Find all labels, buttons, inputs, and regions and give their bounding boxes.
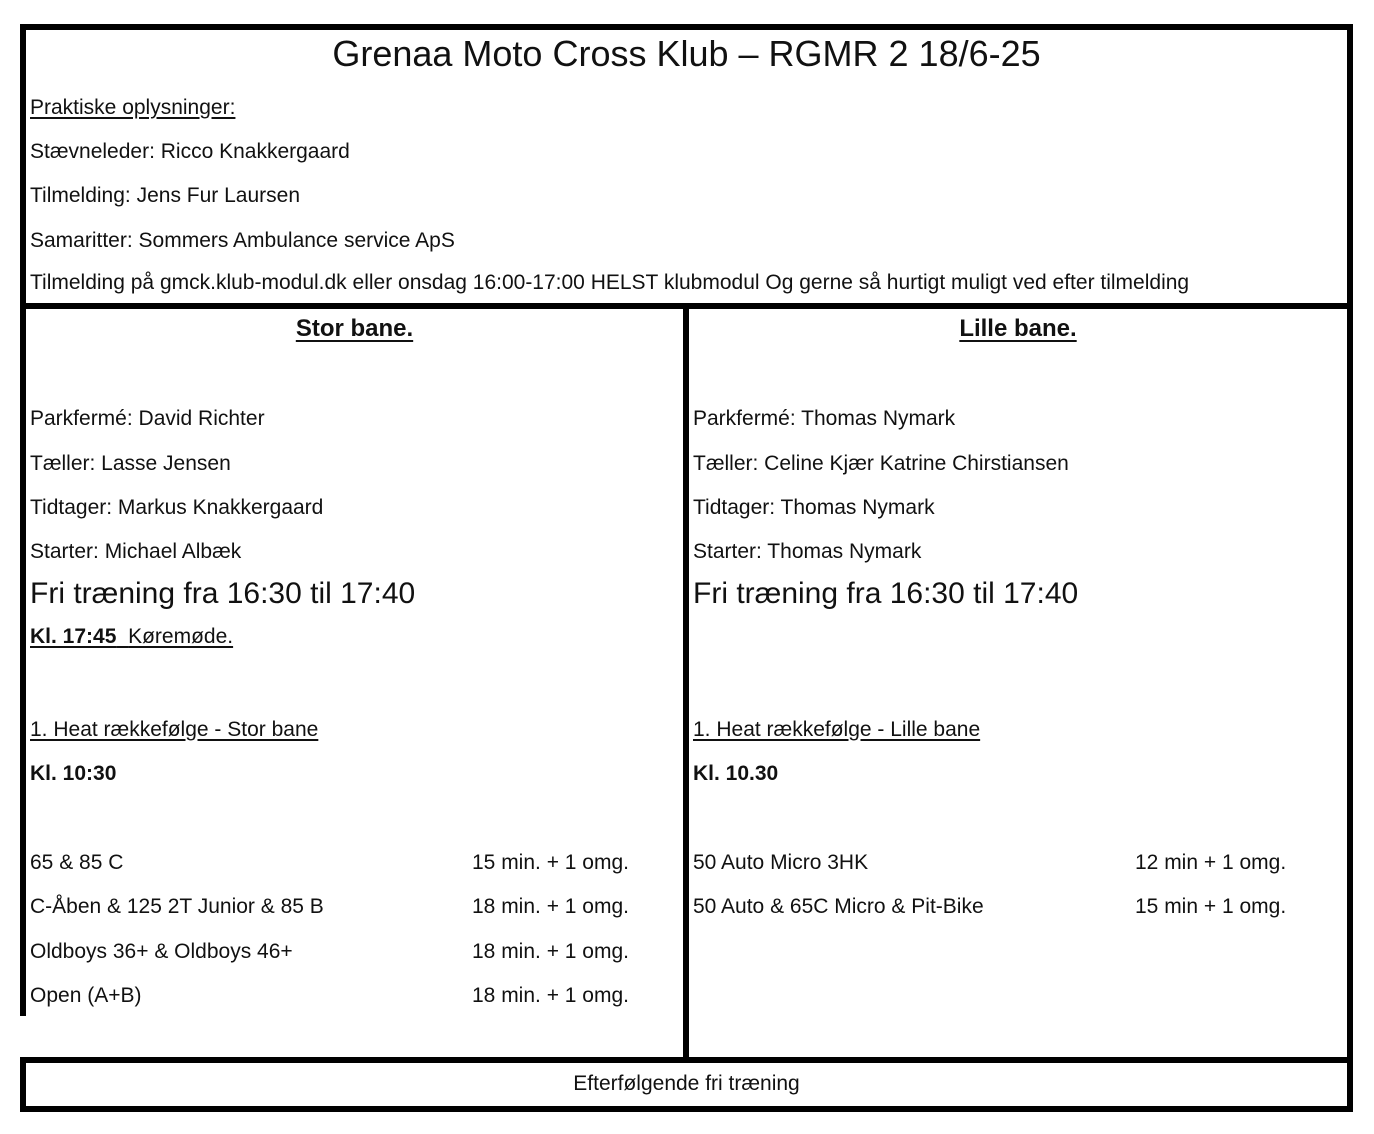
frame-top [20, 24, 1353, 30]
lille-parkferme: Parkfermé: Thomas Nymark [693, 407, 956, 430]
practical-heading: Praktiske oplysninger: [30, 96, 236, 119]
stor-heat-class: Oldboys 36+ & Oldboys 46+ [30, 940, 293, 963]
stor-heat-class: 65 & 85 C [30, 851, 124, 874]
paramedics: Samaritter: Sommers Ambulance service ApS [30, 229, 455, 252]
lille-heat-heading: 1. Heat rækkefølge - Lille bane [693, 718, 981, 741]
lille-training: Fri træning fra 16:30 til 17:40 [693, 577, 1079, 610]
stor-heat-time: Kl. 10:30 [30, 762, 117, 785]
stor-heat-class: C-Åben & 125 2T Junior & 85 B [30, 895, 324, 918]
footer-note: Efterfølgende fri træning [573, 1072, 800, 1095]
lille-heat-class: 50 Auto & 65C Micro & Pit-Bike [693, 895, 984, 918]
stor-heat-duration: 18 min. + 1 omg. [472, 940, 629, 963]
lille-heat-class: 50 Auto Micro 3HK [693, 851, 869, 874]
frame-left-top [20, 24, 26, 1016]
registration-info: Tilmelding på gmck.klub-modul.dk eller onsdag 16:00-17:00 HELST klubmodul Og gerne så hurtigt muligt ved efter tilmelding [30, 271, 1190, 294]
stor-meeting-label: Køremøde. [128, 625, 234, 648]
frame-right [1347, 24, 1353, 1112]
lille-starter: Starter: Thomas Nymark [693, 540, 922, 563]
stor-training: Fri træning fra 16:30 til 17:40 [30, 577, 416, 610]
lille-heat-duration: 12 min + 1 omg. [1135, 851, 1287, 874]
stor-heat-heading: 1. Heat rækkefølge - Stor bane [30, 718, 319, 741]
stor-starter: Starter: Michael Albæk [30, 540, 242, 563]
frame-column-divider [683, 309, 689, 1057]
lille-heat-duration: 15 min + 1 omg. [1135, 895, 1287, 918]
registration-contact: Tilmelding: Jens Fur Laursen [30, 184, 301, 207]
page-title: Grenaa Moto Cross Klub – RGMR 2 18/6-25 [332, 33, 1041, 74]
stor-meeting-time: Kl. 17:45 [30, 625, 117, 648]
stor-heat-duration: 18 min. + 1 omg. [472, 984, 629, 1007]
stor-taeller: Tæller: Lasse Jensen [30, 452, 231, 475]
lille-heat-time: Kl. 10.30 [693, 762, 779, 785]
lille-taeller: Tæller: Celine Kjær Katrine Chirstiansen [693, 452, 1069, 475]
frame-bottom [20, 1106, 1353, 1112]
stor-tidtager: Tidtager: Markus Knakkergaard [30, 496, 324, 519]
stor-parkferme: Parkfermé: David Richter [30, 407, 265, 430]
stor-bane-heading: Stor bane. [295, 315, 414, 342]
document-page [20, 24, 1353, 1112]
stor-heat-duration: 15 min. + 1 omg. [472, 851, 629, 874]
frame-footer-top [20, 1057, 1353, 1063]
stor-heat-duration: 18 min. + 1 omg. [472, 895, 629, 918]
stor-heat-class: Open (A+B) [30, 984, 142, 1007]
meet-director: Stævneleder: Ricco Knakkergaard [30, 140, 350, 163]
lille-bane-heading: Lille bane. [959, 315, 1077, 342]
lille-tidtager: Tidtager: Thomas Nymark [693, 496, 935, 519]
stor-rider-meeting [30, 624, 233, 650]
